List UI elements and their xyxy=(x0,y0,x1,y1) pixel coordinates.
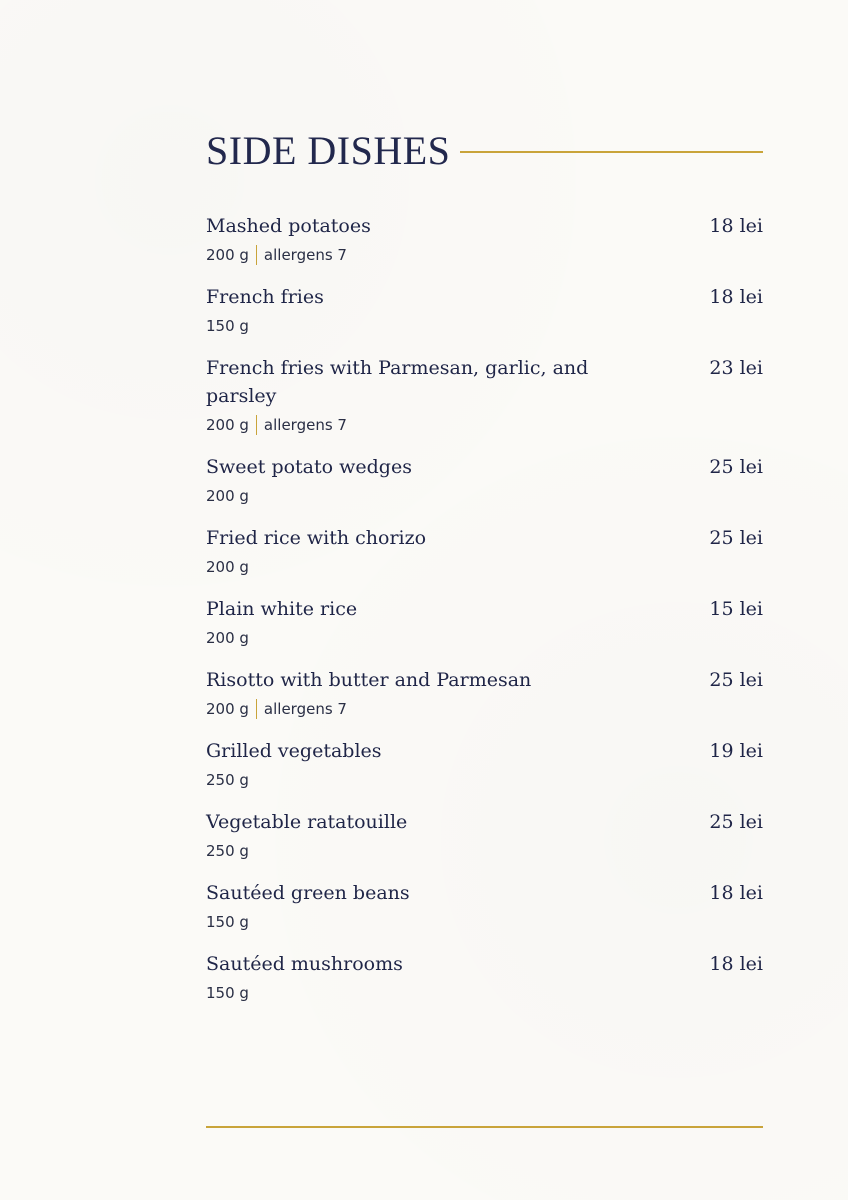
item-meta xyxy=(206,769,763,791)
menu-item xyxy=(206,212,763,266)
menu-item xyxy=(206,666,763,720)
item-name: Sautéed mushrooms xyxy=(206,953,403,975)
item-price: 25 lei xyxy=(709,527,763,549)
section-header xyxy=(206,128,763,174)
item-weight: 150 g xyxy=(206,317,249,335)
item-price: 15 lei xyxy=(709,598,763,620)
item-meta xyxy=(206,911,763,933)
item-name: French fries xyxy=(206,286,324,308)
menu-item xyxy=(206,595,763,649)
item-name: Mashed potatoes xyxy=(206,215,371,237)
menu-item xyxy=(206,808,763,862)
section-title: SIDE DISHES xyxy=(206,128,451,173)
item-name: French fries with Parmesan, garlic, and parsley xyxy=(206,357,589,407)
item-price: 25 lei xyxy=(709,811,763,833)
item-meta xyxy=(206,556,763,578)
item-weight: 200 g xyxy=(206,246,249,264)
item-allergens: allergens 7 xyxy=(263,700,347,718)
item-name: Fried rice with chorizo xyxy=(206,527,427,549)
item-weight: 200 g xyxy=(206,487,249,505)
item-price: 18 lei xyxy=(709,953,763,975)
item-price: 23 lei xyxy=(709,357,763,379)
item-name: Vegetable ratatouille xyxy=(206,811,408,833)
item-name: Risotto with butter and Parmesan xyxy=(206,669,532,691)
item-price: 25 lei xyxy=(709,456,763,478)
meta-separator xyxy=(256,245,257,265)
item-price: 18 lei xyxy=(709,286,763,308)
item-weight: 150 g xyxy=(206,913,249,931)
item-weight: 200 g xyxy=(206,700,249,718)
item-name: Grilled vegetables xyxy=(206,740,382,762)
item-price: 18 lei xyxy=(709,882,763,904)
item-allergens: allergens 7 xyxy=(263,416,347,434)
meta-separator xyxy=(256,415,257,435)
item-weight: 250 g xyxy=(206,842,249,860)
item-meta xyxy=(206,627,763,649)
item-meta xyxy=(206,244,763,266)
item-weight: 200 g xyxy=(206,416,249,434)
menu-item xyxy=(206,283,763,337)
item-name: Sautéed green beans xyxy=(206,882,410,904)
item-price: 25 lei xyxy=(709,669,763,691)
item-price: 19 lei xyxy=(709,740,763,762)
item-meta xyxy=(206,840,763,862)
menu-item xyxy=(206,354,763,436)
item-name: Plain white rice xyxy=(206,598,358,620)
item-weight: 200 g xyxy=(206,558,249,576)
item-name: Sweet potato wedges xyxy=(206,456,412,478)
item-meta xyxy=(206,698,763,720)
meta-separator xyxy=(256,699,257,719)
item-price: 18 lei xyxy=(709,215,763,237)
item-meta xyxy=(206,982,763,1004)
item-meta xyxy=(206,485,763,507)
item-meta xyxy=(206,315,763,337)
menu-item xyxy=(206,737,763,791)
menu-item xyxy=(206,950,763,1004)
menu-item xyxy=(206,524,763,578)
title-divider xyxy=(460,151,763,153)
menu-item xyxy=(206,453,763,507)
item-weight: 150 g xyxy=(206,984,249,1002)
item-weight: 200 g xyxy=(206,629,249,647)
item-meta xyxy=(206,414,763,436)
item-allergens: allergens 7 xyxy=(263,246,347,264)
bottom-divider xyxy=(206,1126,763,1128)
menu-item xyxy=(206,879,763,933)
item-weight: 250 g xyxy=(206,771,249,789)
menu-list xyxy=(206,212,763,1021)
